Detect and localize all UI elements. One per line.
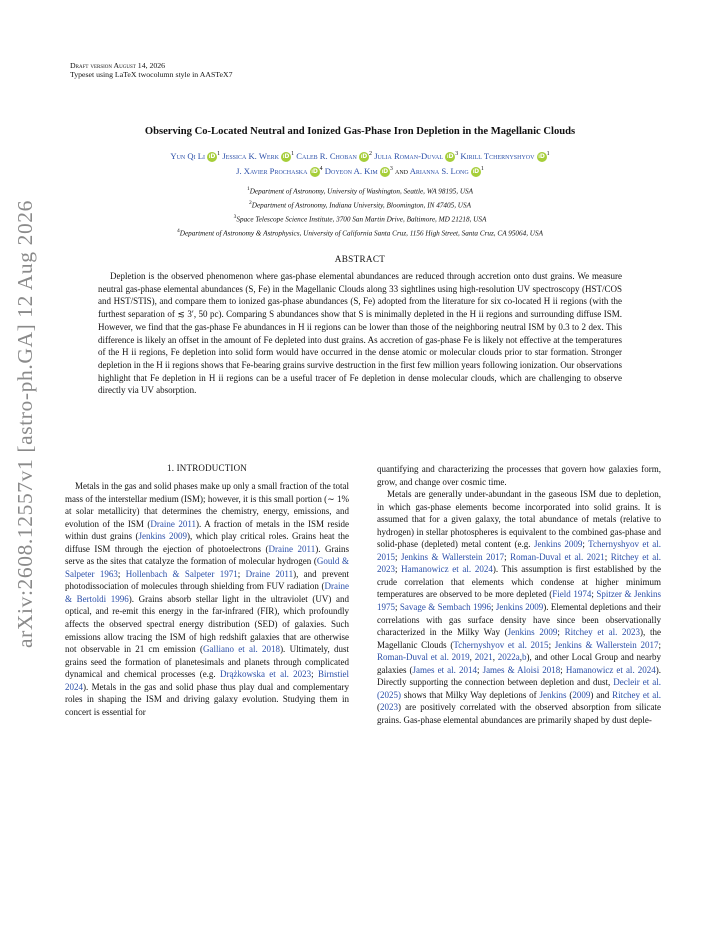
section-heading-introduction: 1. INTRODUCTION xyxy=(167,463,247,473)
body-text: shows that Milky Way depletions of xyxy=(401,689,540,700)
author-affiliation-number: 1 xyxy=(217,151,221,157)
body-text: ). Elemental depletions and their correlations with gas surface density have since been observationally characterized in the Milky Way ( xyxy=(377,602,661,638)
body-text: ; xyxy=(491,602,496,613)
citation-link[interactable]: Jenkins 2009 xyxy=(533,539,583,550)
orcid-icon[interactable]: iD xyxy=(381,167,389,175)
body-text: ), and prevent photodissociation of molecules through shielding from FUV radiation ( xyxy=(65,568,349,592)
citation-link[interactable]: 2021 xyxy=(474,652,493,663)
affiliation-text: Department of Astronomy & Astrophysics, University of California Santa Cruz, 1156 High Street, Santa Cruz, CA 95064, USA xyxy=(179,229,543,238)
citation-link[interactable]: Birnstiel 2024 xyxy=(65,669,349,692)
citation-link[interactable]: Hollenbach & Salpeter 1971 xyxy=(125,568,238,579)
body-text: Metals are generally under-abundant in the gaseous ISM due to depletion, in which gas-phase elements become incorporated into solid grains. It is assumed that for a given galaxy, the total abundance of metals (relative to hydrogen) in stellar photospheres is equivalent to the combined gas-phase and solid-phase (depleted) metal content (e.g. xyxy=(377,489,661,550)
body-text: ). Grains absorb stellar light in the ultraviolet (UV) and optical, and re-emit this energy in the far-infrared (FIR), which profoundly affects the observed spectral energy distribution (SED) of galaxies. Such emissions allow tracing the ISM of high redshift galaxies that are otherwise not observable in 21 cm emission ( xyxy=(65,593,349,655)
body-text: , xyxy=(492,652,498,663)
author-affiliation-number: 1 xyxy=(291,151,295,157)
body-text: ; xyxy=(548,639,555,650)
paper-title: Observing Co-Located Neutral and Ionized Gas-Phase Iron Depletion in the Magellanic Clouds xyxy=(144,126,576,137)
author-affiliation-number: 3 xyxy=(389,165,393,172)
right-column xyxy=(377,463,661,726)
citation-link[interactable]: James et al. 2014 xyxy=(412,664,477,675)
affiliation xyxy=(0,198,720,212)
citation-link[interactable]: Tchernyshyov et al. 2015 xyxy=(377,539,662,562)
author-name[interactable]: Jessica K. Werk xyxy=(222,150,282,161)
arxiv-stamp[interactable]: arXiv:2608.12557v1 [astro-ph.GA] 12 Aug 2026 xyxy=(13,200,37,648)
body-text: Metals in the gas and solid phases make up only a small fraction of the total mass of the interstellar medium (ISM); however, it is this small portion (∼ 1% at solar metallicity) that determines the chemistry, energy, emissions, and evolution of the ISM ( xyxy=(65,481,349,529)
author-name[interactable]: Julia Roman-Duval xyxy=(374,150,446,161)
affiliation-number: 2 xyxy=(249,199,252,206)
draft-version-line: Draft version August 14, 2026 xyxy=(70,61,166,70)
citation-link[interactable]: Gould & Salpeter 1963 xyxy=(65,556,349,579)
citation-link[interactable]: Field 1974 xyxy=(552,589,592,600)
body-text: ; xyxy=(591,589,597,600)
affiliation xyxy=(0,226,720,240)
affiliation-text: Space Telescope Science Institute, 3700 San Martin Drive, Baltimore, MD 21218, USA xyxy=(236,215,487,224)
citation-link[interactable]: Jenkins 2009 xyxy=(495,602,544,613)
citation-link[interactable]: Tchernyshyov et al. 2015 xyxy=(453,639,549,650)
body-text: ; xyxy=(395,551,401,562)
citation-link[interactable]: Ritchey et al. 2023 xyxy=(564,627,641,638)
affiliation-text: Department of Astronomy, Indiana University, Bloomington, IN 47405, USA xyxy=(251,201,471,210)
citation-link[interactable]: Draine & Bertoldi 1996 xyxy=(65,581,349,604)
body-text: , xyxy=(469,652,475,663)
body-text: ; xyxy=(658,639,661,650)
citation-link[interactable]: b xyxy=(522,652,527,663)
body-text: ; xyxy=(582,539,589,550)
author-affiliation-number: 3 xyxy=(455,151,459,157)
author-name[interactable]: Arianna S. Long xyxy=(409,165,471,176)
body-text: ; xyxy=(560,664,566,675)
author-affiliation-number: 2 xyxy=(369,151,373,157)
citation-link[interactable]: Jenkins & Wallerstein 2017 xyxy=(554,639,659,650)
body-text: ). Grains serve as the sites that catalyze the formation of molecular hydrogen ( xyxy=(65,543,349,567)
left-column-paragraph xyxy=(65,480,349,718)
orcid-icon[interactable]: iD xyxy=(538,152,545,160)
right-column-paragraph-2 xyxy=(377,488,661,726)
preprint-header xyxy=(70,61,233,79)
citation-link[interactable]: 2022a xyxy=(497,652,520,663)
body-text: ; xyxy=(476,664,483,675)
affiliation-list xyxy=(0,184,720,240)
body-text: ), which play critical roles. Grains heat the diffuse ISM through the ejection of photoelectrons ( xyxy=(65,531,350,554)
citation-link[interactable]: 2009 xyxy=(572,689,591,700)
body-text: ( xyxy=(566,689,573,700)
body-text: ( xyxy=(377,702,380,713)
affiliation-number: 3 xyxy=(233,213,237,220)
citation-link[interactable]: Draine 2011 xyxy=(150,518,196,529)
body-text: ; xyxy=(237,568,246,579)
citation-link[interactable]: Savage & Sembach 1996 xyxy=(399,602,491,613)
abstract-text: Depletion is the observed phenomenon where gas-phase elemental abundances are reduced through accretion onto dust grains. We measure neutral gas-phase elemental abundances (S, Fe) in the Magellanic Clouds along 33 sightlines using high-resolution UV spectroscopy (HST/COS and HST/STIS), and compare them to ionized gas-phase abundances (S, Fe) adopted from the literature for six co-located H ii regions (with the furthest separation of ≲ 3′, 50 pc). Comparing S abundances show that S is minimally depleted in the H ii regions and surrounding diffuse ISM. However, we find that the gas-phase Fe abundances in H ii regions can be lower than those of the neighboring neutral ISM by 0.3 to 2 dex. This difference is likely an offset in the amount of Fe depleted into dust grains. As accretion of gas-phase Fe is likely not effective at the temperatures of the H ii regions, Fe depletion into solid form would have occurred in the dense atomic or molecular clouds prior to star formation. Stronger depletion in the H ii regions shows that Fe-bearing grains survive destruction in the first few million years following ionization. Our observations highlight that Fe depletion in H ii regions can be a useful tracer of Fe depletion in dense molecular clouds, which are challenging to observe directly via UV absorption. xyxy=(98,271,622,396)
body-text: ; xyxy=(395,564,402,575)
citation-link[interactable]: Roman-Duval et al. 2019 xyxy=(377,652,470,663)
citation-link[interactable]: James & Aloisi 2018 xyxy=(482,664,561,675)
body-text: ). A fraction of metals in the ISM reside within dust grains ( xyxy=(65,518,349,542)
author-affiliation-number: 1 xyxy=(480,165,484,172)
author-and-word: and xyxy=(392,165,410,176)
body-text: ). Directly supporting the connection between depletion and dust, xyxy=(377,664,661,688)
citation-link[interactable]: Draine 2011 xyxy=(268,543,316,554)
citation-link[interactable]: Jenkins xyxy=(539,689,567,700)
author-name[interactable]: Yun Qi Li xyxy=(170,150,208,161)
body-text: ) and xyxy=(590,689,613,700)
orcid-icon[interactable]: iD xyxy=(282,152,290,160)
body-text: ). Ultimately, dust grains seed the formation of planetesimals and planets through complicated dynamical and chemical processes (e.g. xyxy=(65,644,349,680)
affiliation-number: 1 xyxy=(246,186,250,192)
citation-link[interactable]: Spitzer & Jenkins 1975 xyxy=(377,589,661,613)
body-text: ). This assumption is first established by the crude correlation that elements which condense at higher minimum temperatures are observed to be more depleted ( xyxy=(377,564,661,600)
affiliation-number: 4 xyxy=(177,227,180,234)
body-text: ; xyxy=(604,551,611,562)
right-column-paragraph-1: quantifying and characterizing the processes that govern how galaxies form, grow, and change over cosmic time. xyxy=(377,464,661,487)
author-list xyxy=(95,148,625,178)
body-text: , xyxy=(519,652,523,663)
body-text: ) are positively correlated with the observed absorption from silicate grains. Gas-phase elemental abundances are primarily shaped by dust deple- xyxy=(377,702,661,725)
citation-link[interactable]: Draine 2011 xyxy=(245,568,294,579)
citation-link[interactable]: Jenkins & Wallerstein 2017 xyxy=(401,551,505,562)
author-name[interactable]: Caleb R. Choban xyxy=(296,150,360,161)
orcid-icon[interactable]: iD xyxy=(360,152,368,160)
affiliation xyxy=(0,184,720,198)
body-text: ; xyxy=(557,627,565,638)
citation-link[interactable]: Hamanowicz et al. 2024 xyxy=(401,564,493,575)
author-affiliation-number: 1 xyxy=(546,151,550,157)
citation-link[interactable]: Jenkins 2009 xyxy=(507,627,558,638)
author-line-1 xyxy=(95,148,625,163)
author-affiliation-number: 4 xyxy=(319,165,323,172)
orcid-icon[interactable]: iD xyxy=(472,167,480,175)
citation-link[interactable]: Drążkowska et al. 2023 xyxy=(220,669,312,680)
body-text: ; xyxy=(117,568,126,579)
abstract-heading: ABSTRACT xyxy=(334,254,386,264)
orcid-icon[interactable]: iD xyxy=(446,152,454,160)
citation-link[interactable]: Galliano et al. 2018 xyxy=(203,644,281,655)
orcid-icon[interactable]: iD xyxy=(311,167,318,175)
author-name[interactable]: J. Xavier Prochaska xyxy=(236,165,310,176)
citation-link[interactable]: Jenkins 2009 xyxy=(138,531,188,542)
citation-link[interactable]: 2023 xyxy=(380,702,398,713)
citation-link[interactable]: Ritchey et al. xyxy=(612,689,661,700)
body-text: ). Metals in the gas and solid phase thus play dual and complementary roles in shaping the ISM and driving galaxy evolution. Studying them in concert is essential for xyxy=(65,681,349,717)
author-name[interactable]: Doyeon A. Kim xyxy=(324,165,380,176)
body-text: ), the Magellanic Clouds ( xyxy=(377,627,662,650)
author-name[interactable]: Kirill Tchernyshyov xyxy=(460,150,537,161)
affiliation xyxy=(0,212,720,226)
author-line-2 xyxy=(95,163,625,178)
citation-link[interactable]: Decleir et al. (2025) xyxy=(377,677,661,700)
body-text: ; xyxy=(311,669,318,680)
orcid-icon[interactable]: iD xyxy=(208,152,216,160)
affiliation-text: Department of Astronomy, University of Washington, Seattle, WA 98195, USA xyxy=(249,187,474,196)
citation-link[interactable]: Hamanowicz et al. 2024 xyxy=(565,664,656,675)
citation-link[interactable]: Roman-Duval et al. 2021 xyxy=(510,551,605,562)
citation-link[interactable]: Ritchey et al. 2023 xyxy=(377,551,661,575)
body-text: ; xyxy=(395,602,400,613)
typeset-line: Typeset using LaTeX twocolumn style in AASTeX7 xyxy=(70,70,233,79)
body-text: ; xyxy=(504,551,511,562)
body-text: ), and other Local Group and nearby galaxies ( xyxy=(377,652,662,675)
